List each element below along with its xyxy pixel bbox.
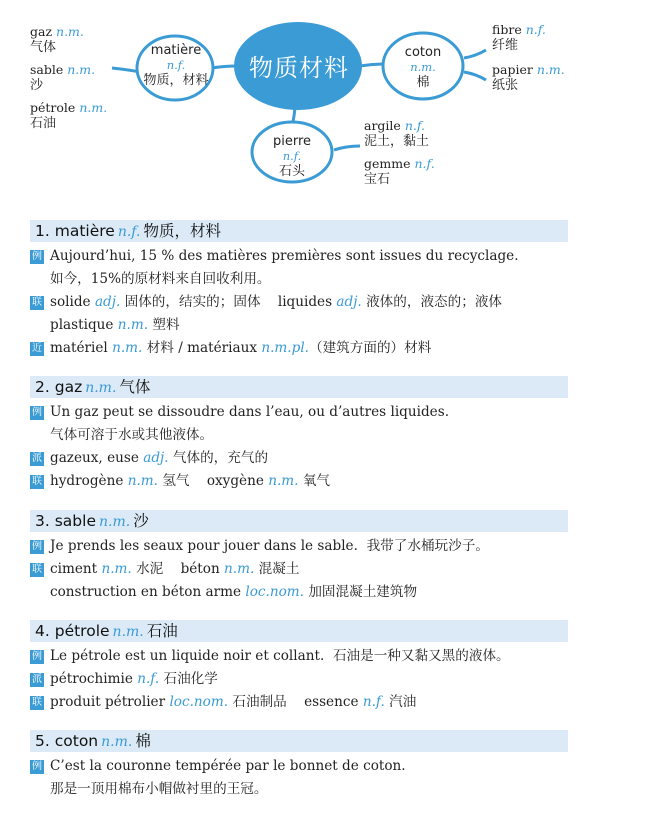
bubble-matiere-pos: n.f. [166,58,186,72]
bubble-pierre-zh: 石头 [278,164,305,179]
mind-map-word-sable: sable n.m. 沙 [30,62,96,93]
bubble-matiere-fr: matière [150,43,202,58]
example-translation: 气体可溶于水或其他液体。 [50,427,214,443]
connector-coton [360,64,384,66]
bubble-pierre-pos: n.f. [282,149,302,163]
derived-tag: 派 [32,674,42,685]
example-line: 例 Aujourd’hui, 15 % des matières premières sont issues du recyclage. [32,248,519,264]
example-translation: 如今，15%的原材料来自回收利用。 [50,271,271,287]
example-tag: 例 [32,407,42,418]
entry-header: 2. gaz n.m. 气体 [30,376,568,398]
related-line: 联 hydrogène n.m. 氢气 oxygène n.m. 氧气 [32,473,331,489]
mind-map-center-title: 物质材料 [249,54,349,82]
related-line-cont: construction en béton arme loc.nom. 加固混凝土建筑物 [50,584,418,600]
bubble-coton-zh: 棉 [416,75,430,90]
bubble-coton-fr: coton [404,45,442,60]
derived-line: 派 pétrochimie n.f. 石油化学 [32,671,218,687]
related-tag: 联 [32,564,42,575]
example-line: 例 Je prends les seaux pour jouer dans le sable. 我带了水桶玩沙子。 [32,538,489,554]
related-line-cont: plastique n.m. 塑料 [50,317,180,333]
entry-petrole [30,620,568,714]
entry-header: 4. pétrole n.m. 石油 [30,620,568,642]
connector-bottom-right [334,146,360,150]
mind-map-word-papier: papier n.m. 纸张 [492,62,565,93]
entry-coton [30,730,568,801]
related-line: 联 produit pétrolier loc.nom. 石油制品 essence n.f. 汽油 [32,694,417,710]
bubble-pierre-fr: pierre [272,134,312,149]
derived-line: 派 gazeux, euse adj. 气体的，充气的 [32,450,269,466]
example-tag: 例 [32,761,42,772]
connector-right [464,50,486,80]
bubble-matiere-text [140,43,212,88]
entry-matiere [30,220,568,360]
example-line: 例 Le pétrole est un liquide noir et collant. 石油是一种又黏又黑的液体。 [32,648,510,664]
mind-map-word-petrole: pétrole n.m. 石油 [30,100,108,131]
example-line: 例 Un gaz peut se dissoudre dans l’eau, ou d’autres liquides. [32,404,450,420]
related-line: 联 ciment n.m. 水泥 béton n.m. 混凝土 [32,561,300,577]
synonym-line: 近 matériel n.m. 材料 / matériaux n.m.pl.（建筑方面的）材料 [32,340,432,356]
related-tag: 联 [32,297,42,308]
bubble-coton-text [390,45,456,90]
example-translation: 那是一顶用棉布小帽做衬里的王冠。 [50,781,268,797]
derived-tag: 派 [32,453,42,464]
mind-map-word-gemme: gemme n.f. 宝石 [364,156,435,187]
related-tag: 联 [32,697,42,708]
related-line: 联 solide adj. 固体的，结实的；固体 liquides adj. 液体的，液态的；液体 [32,294,503,310]
example-line: 例 C’est la couronne tempérée par le bonnet de coton. [32,758,406,774]
entry-header: 3. sable n.m. 沙 [30,510,568,532]
example-tag: 例 [32,251,42,262]
entry-header: 5. coton n.m. 棉 [30,730,568,752]
bubble-coton-pos: n.m. [410,60,436,74]
mind-map-word-fibre: fibre n.f. 纤维 [492,22,546,53]
mind-map-word-gaz: gaz n.m. 气体 [30,24,84,55]
related-tag: 联 [32,476,42,487]
entry-sable [30,510,568,604]
bubble-pierre-text [258,134,326,179]
example-tag: 例 [32,541,42,552]
synonym-tag: 近 [32,343,42,354]
entry-header: 1. matière n.f. 物质，材料 [30,220,568,242]
entry-gaz [30,376,568,493]
bubble-matiere-zh: 物质，材料 [143,73,209,88]
mind-map-word-argile: argile n.f. 泥土，黏土 [364,118,430,149]
example-tag: 例 [32,651,42,662]
